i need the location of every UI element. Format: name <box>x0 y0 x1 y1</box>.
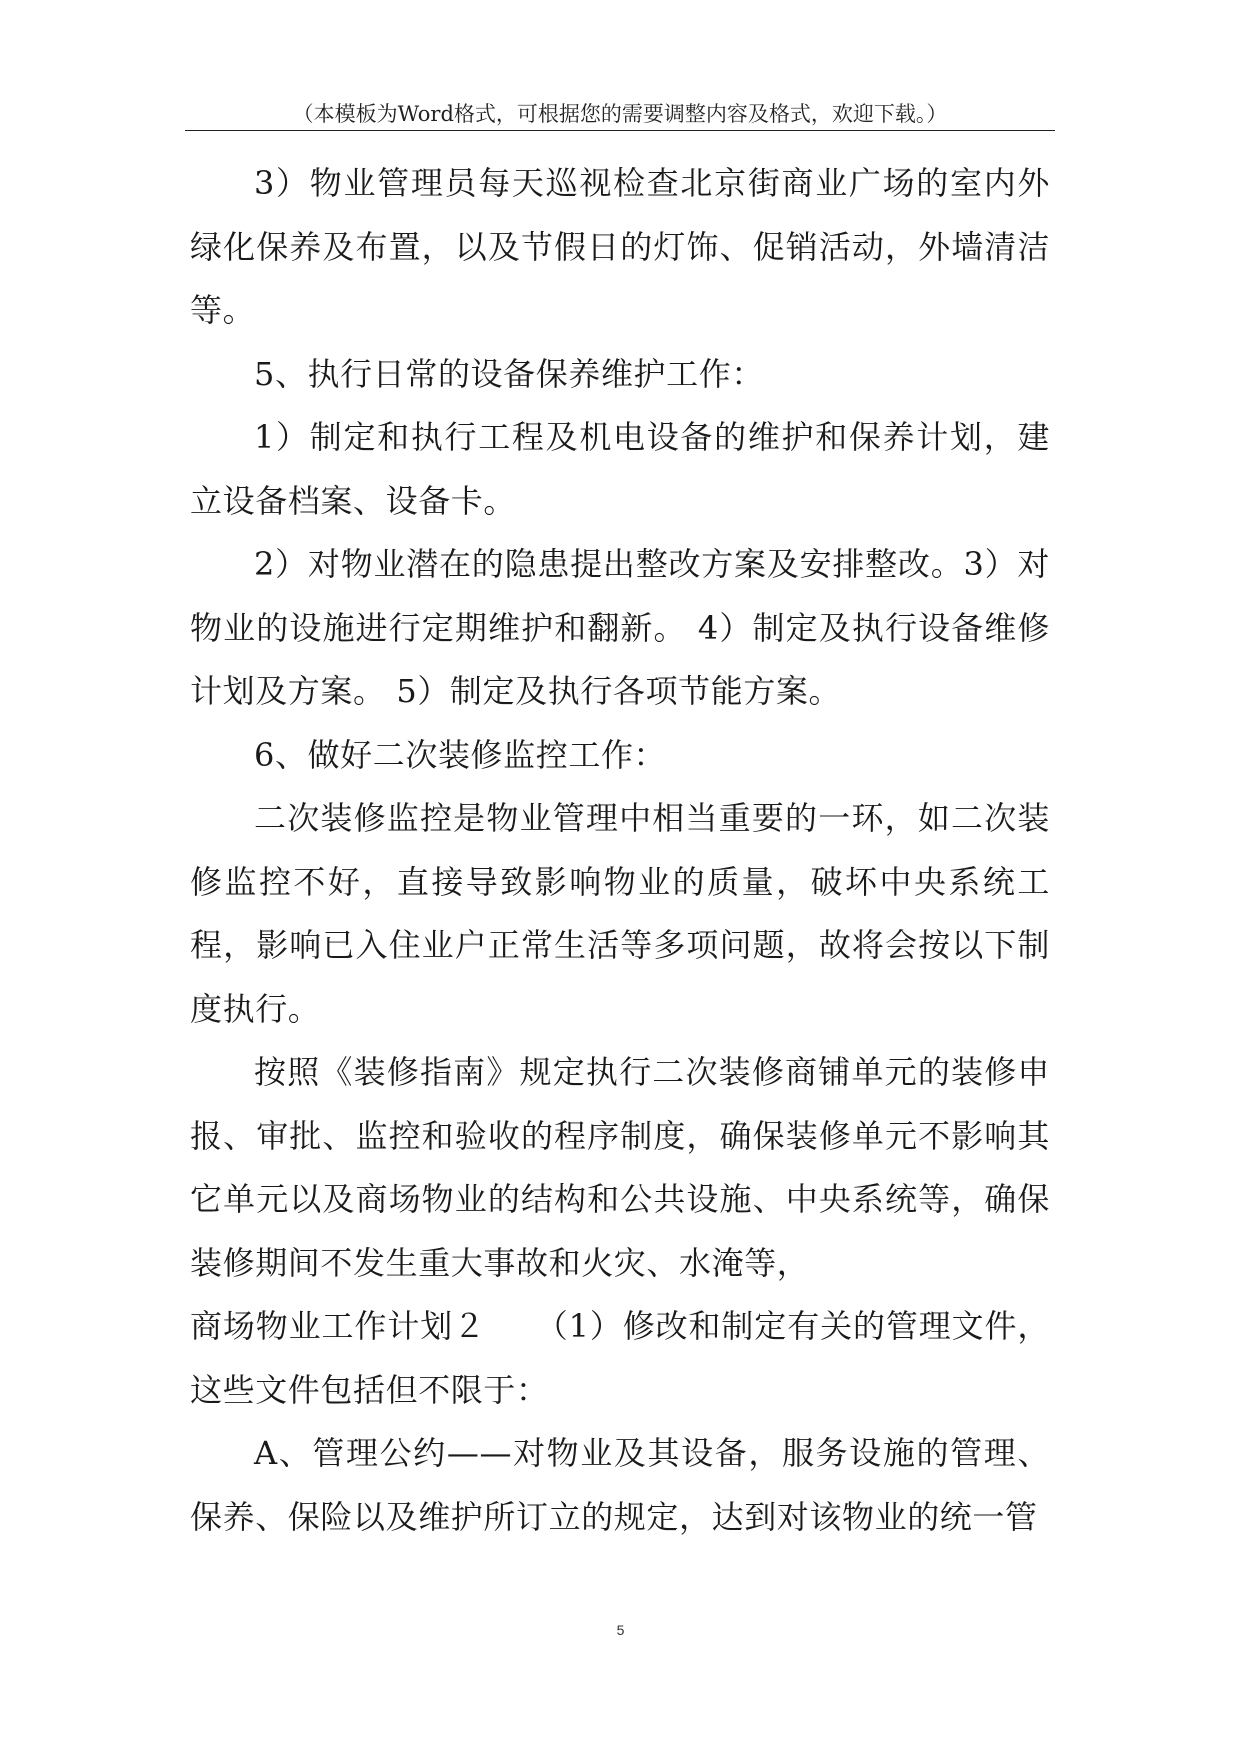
page-number: 5 <box>616 1622 625 1638</box>
page-header: （本模板为Word格式，可根据您的需要调整内容及格式，欢迎下载。） <box>292 102 948 126</box>
paragraph-1: 3）物业管理员每天巡视检查北京街商业广场的室内外绿化保养及布置，以及节假日的灯饰、促销活动，外墙清洁等。 <box>190 164 1050 329</box>
paragraph-4: 2）对物业潜在的隐患提出整改方案及安排整改。3）对物业的设施进行定期维护和翻新。 4）制定及执行设备维修计划及方案。 5）制定及执行各项节能方案。 <box>190 545 1050 710</box>
paragraph-3: 1）制定和执行工程及机电设备的维护和保养计划，建立设备档案、设备卡。 <box>190 418 1050 520</box>
paragraph-6: 二次装修监控是物业管理中相当重要的一环，如二次装修监控不好，直接导致影响物业的质量，破坏中央系统工程，影响已入住业户正常生活等多项问题，故将会按以下制度执行。 <box>190 799 1050 1028</box>
paragraph-7: 按照《装修指南》规定执行二次装修商铺单元的装修申报、审批、监控和验收的程序制度，确保装修单元不影响其它单元以及商场物业的结构和公共设施、中央系统等，确保装修期间不发生重大事故和火灾、水淹等， <box>190 1053 1050 1282</box>
paragraph-5: 6、做好二次装修监控工作： <box>254 735 667 774</box>
header-divider <box>185 130 1055 131</box>
paragraph-2: 5、执行日常的设备保养维护工作： <box>254 354 764 393</box>
paragraph-9: A、管理公约——对物业及其设备，服务设施的管理、保养、保险以及维护所订立的规定，达到对该物业的统一管 <box>190 1434 1050 1536</box>
document-body <box>190 152 1050 1549</box>
paragraph-8: 商场物业工作计划２ （1）修改和制定有关的管理文件，这些文件包括但不限于： <box>190 1307 1050 1409</box>
